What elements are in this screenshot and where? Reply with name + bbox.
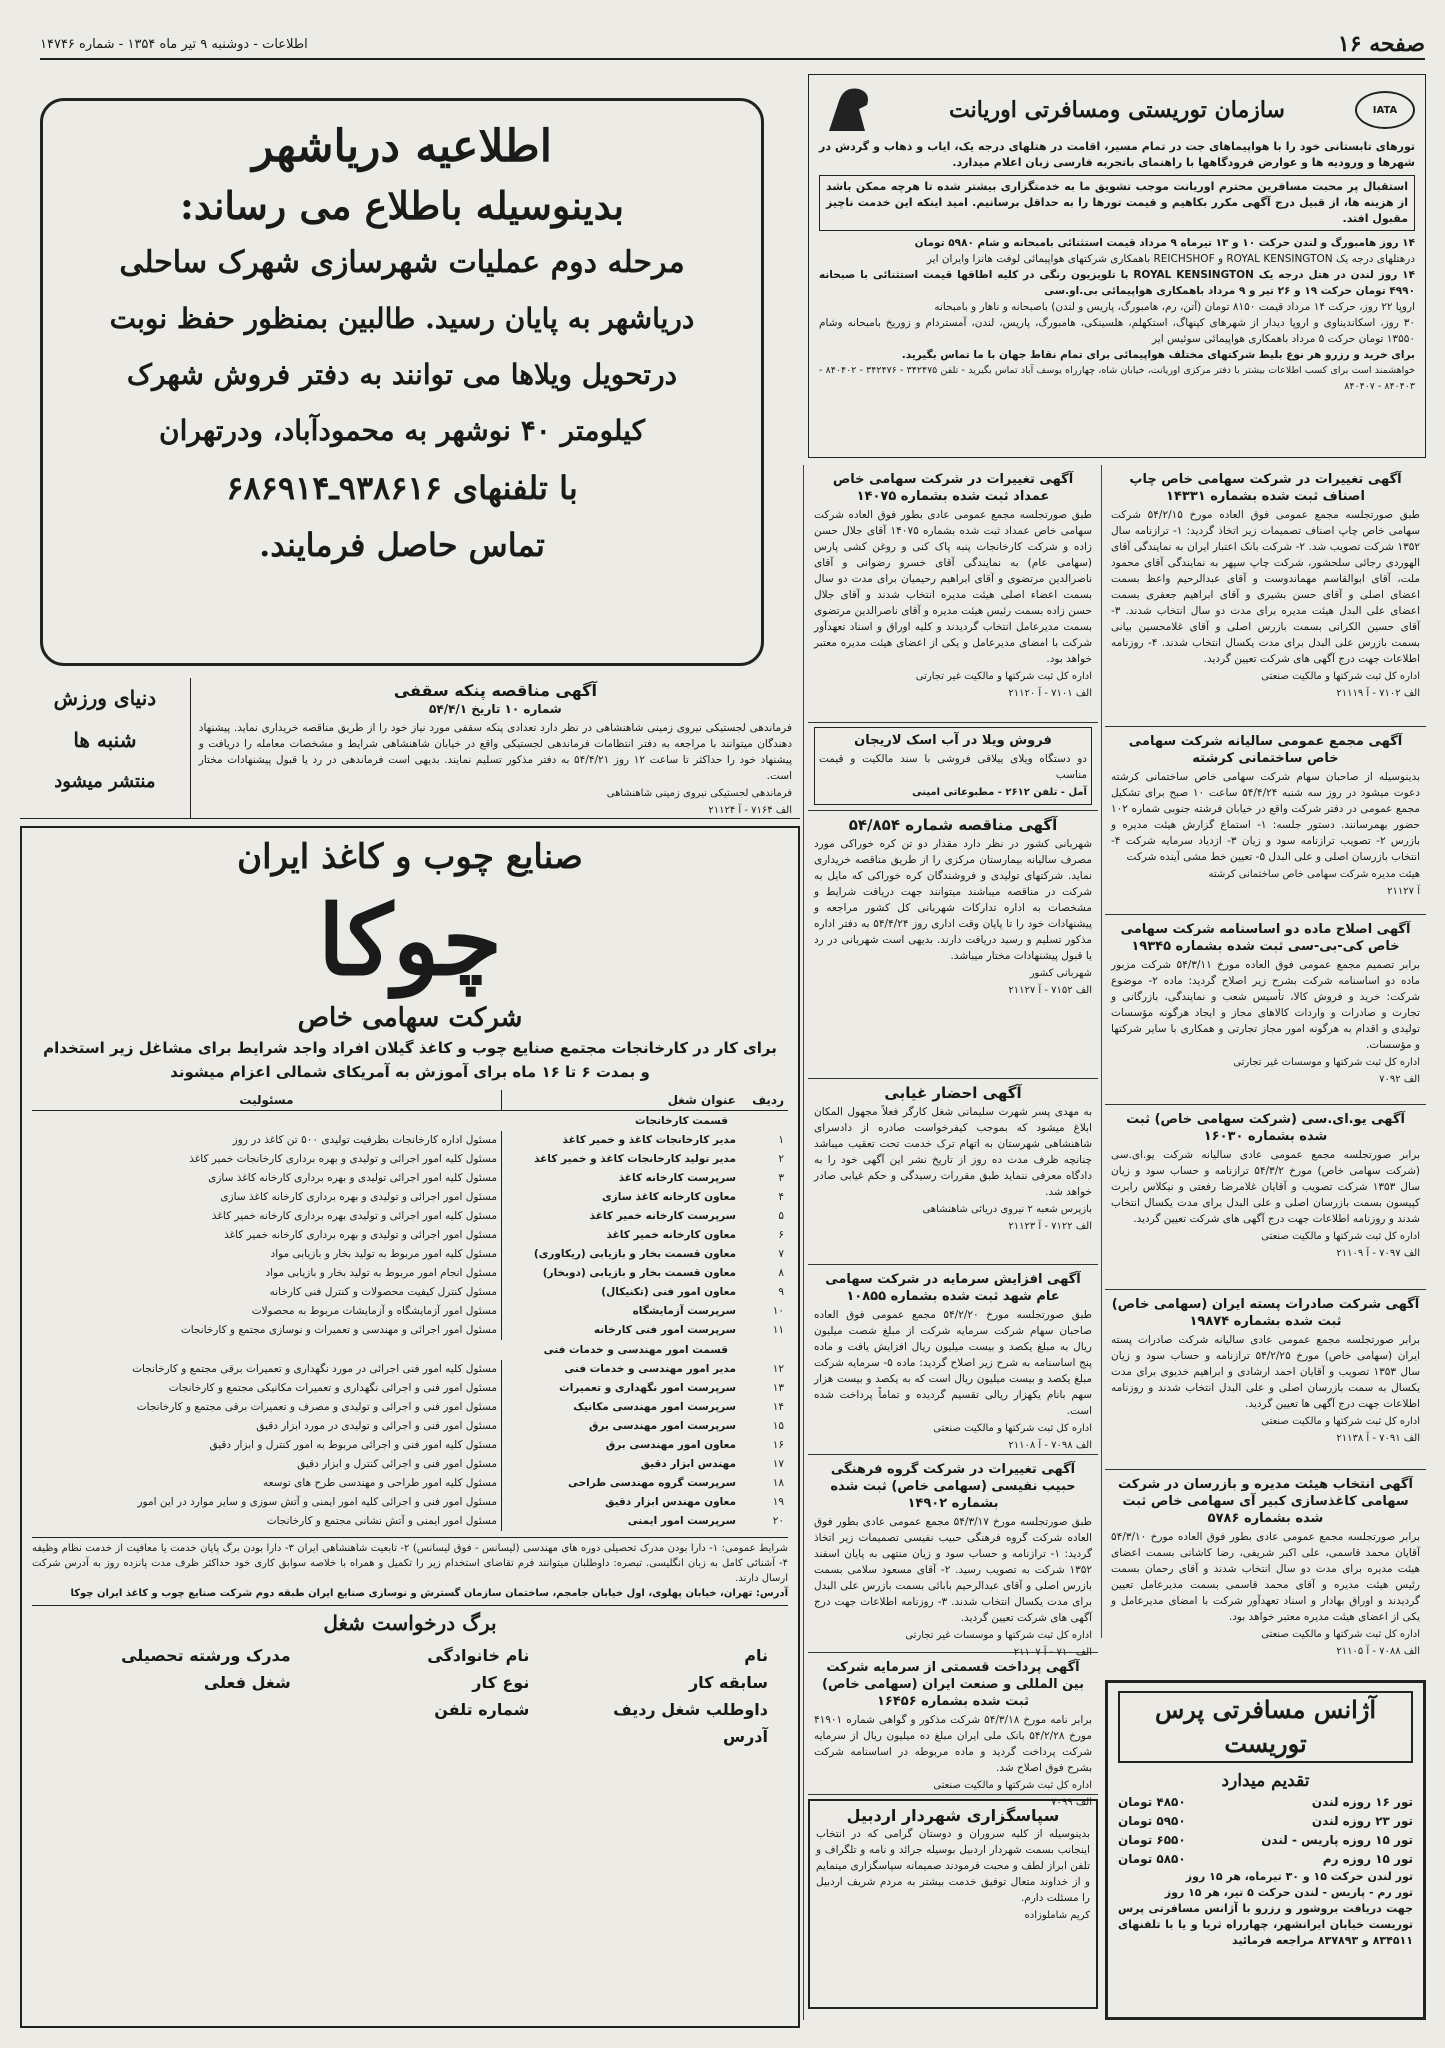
notice-foot: شهربانی کشور bbox=[1029, 968, 1092, 979]
pars-tour-row bbox=[1118, 1793, 1413, 1812]
job-responsibility: مسئول امور ایمنی و آتش نشانی مجتمع و کارخانجات bbox=[266, 1515, 497, 1527]
notice bbox=[1105, 915, 1426, 1105]
job-responsibility: مسئول امور فنی و اجرائی کنترل و ابزار دقیق bbox=[297, 1458, 497, 1470]
notice-code: الف ۷۰۹۱ - آ ۲۱۱۳۸ bbox=[1336, 1433, 1420, 1444]
pars-tour-row bbox=[1118, 1850, 1413, 1869]
page-header bbox=[40, 30, 1425, 60]
tender-fan bbox=[191, 678, 800, 818]
jobs-table bbox=[32, 1090, 788, 1531]
row-number: ۲ bbox=[778, 1153, 784, 1165]
column-rule bbox=[1101, 465, 1102, 1638]
orient-title: سازمان توریستی ومسافرتی اوریانت bbox=[949, 97, 1285, 123]
job-responsibility: مسئول کلیه امور فنی اجرائی در مورد نگهداری و تعمیرات برقی مجتمع و کارخانجات bbox=[132, 1363, 497, 1375]
notice-body: برابر تصمیم مجمع عمومی فوق العاده مورخ ۵۴/۳/۱۱ شرکت مزبور ماده دو اساسنامه شرکت بشرح زیر اصلاح گردید: ماده ۲- موضوع شرکت: خرید و فروش کالا، تأسیس شعب و نمایندگی، بازرگانی و تجارت و صادرات و واردات کالاهای مجاز و ایجاد هرگونه مؤسسات تولیدی و اقدام به هرگونه امور مجاز تجارتی و همکاری با سایر شرکتها و مؤسسات. bbox=[1111, 959, 1421, 1051]
job-responsibility: مسئول امور فنی و اجرائی کلیه امور ایمنی و آتش سوزی و سایر موارد در این امور bbox=[137, 1496, 497, 1508]
table-row bbox=[32, 1188, 788, 1207]
darya-subtitle: بدینوسیله باطلاع می رساند: bbox=[179, 183, 625, 228]
table-row bbox=[32, 1283, 788, 1302]
tender-title: آگهی مناقصه پنکه سقفی bbox=[393, 681, 597, 700]
notice-code: الف ۷۰۹۹ bbox=[1051, 1797, 1092, 1808]
middle-column bbox=[808, 465, 1098, 2009]
sport-publish: منتشر میشود bbox=[54, 771, 156, 792]
notice-body: برابر صورتجلسه مجمع عمومی عادی بطور فوق العاده مورخ ۵۴/۳/۱۰ آقایان محمد قاسمی، علی اکبر شریفی، رضا کاشانی بسمت اعضای هیئت مدیره برای مدت دو سال انتخاب شدند و آقای رحمان بسمت رئیس هیئت مدیره و آقای محمد قاسمی بسمت مدیرعامل تعیین گردیدند و اوراق بهادار و اسناد تعهدآور شرکت با امضای مدیرعامل و یکی از اعضای هیئت مدیره معتبر خواهد بود. bbox=[1111, 1531, 1420, 1623]
form-field-experience[interactable]: سابقه کار bbox=[688, 1673, 768, 1692]
job-responsibility: مسئول امور فنی و اجرائی نگهداری و تعمیرات مکانیکی مجتمع و کارخانجات bbox=[168, 1382, 497, 1394]
notice-foot: اداره کل ثبت شرکتها و موسسات غیر تجارتی bbox=[1233, 1057, 1420, 1068]
notice-code: الف ۷۱۲۲ - آ ۲۱۱۲۳ bbox=[1008, 1221, 1092, 1232]
notice bbox=[808, 723, 1098, 811]
pars-tour-price: ۶۵۵۰ تومان bbox=[1118, 1833, 1186, 1847]
job-title: معاون امور فنی (تکنیکال) bbox=[502, 1283, 741, 1302]
job-title: معاون مهندس ابزار دقیق bbox=[502, 1493, 741, 1512]
row-number: ۱۲ bbox=[772, 1363, 784, 1375]
notice-foot: اداره کل ثبت شرکتها و مالکیت صنعتی bbox=[933, 1423, 1092, 1434]
notice-body: شهربانی کشور در نظر دارد مقدار دو تن کره خوراکی مورد مصرف سالیانه بیمارستان مرکزی را از طریق مناقصه خریداری نماید. شرکتهای تولیدی و فروشندگان کره خوراکی که مایل به شرکت در مناقصه میباشند میتوانند جهت دریافت شرایط و مشخصات به اداره تدارکات شهربانی کل کشور مراجعه و پیشنهادات خود را تا پایان وقت اداری روز ۵۴/۴/۲۴ به دفتر اداره مذکور تسلیم و رسید دریافت دارند. بدیهی است شهربانی در رد یا قبول پیشنهادات مختار میباشد. bbox=[814, 838, 1092, 962]
tender-sign: فرماندهی لجستیکی نیروی زمینی شاهنشاهی bbox=[606, 788, 792, 799]
iata-logo: IATA bbox=[1355, 91, 1415, 129]
pars-tourist-ad bbox=[1105, 1680, 1426, 2020]
notice-title: آگهی یو.ای.سی (شرکت سهامی خاص) ثبت شده بشماره ۱۶۰۳۰ bbox=[1126, 1112, 1405, 1144]
notice-code: الف ۷۱۰۲ - آ ۲۱۱۱۹ bbox=[1336, 688, 1420, 699]
job-title: معاون کارخانه خمیر کاغذ bbox=[502, 1226, 741, 1245]
notice bbox=[1105, 465, 1426, 727]
table-row bbox=[32, 1207, 788, 1226]
pars-tour-row bbox=[1118, 1831, 1413, 1850]
job-title: سرپرست کارخانه کاغذ bbox=[502, 1169, 741, 1188]
row-number: ۱۵ bbox=[772, 1420, 784, 1432]
notice bbox=[808, 1079, 1098, 1265]
table-row bbox=[32, 1379, 788, 1398]
row-number: ۱۸ bbox=[772, 1477, 784, 1489]
notice-title: آگهی افزایش سرمایه در شرکت سهامی عام شهد ثبت شده بشماره ۱۰۸۵۵ bbox=[825, 1272, 1081, 1304]
notice-foot: آمل - تلفن ۲۶۱۲ - مطبوعاتی امینی bbox=[912, 787, 1087, 798]
pars-tour-price: ۵۹۵۰ تومان bbox=[1118, 1814, 1186, 1828]
sport-ad bbox=[20, 678, 191, 818]
notice-body: برابر صورتجلسه مجمع عمومی عادی سالیانه شرکت یو.ای.سی (شرکت سهامی خاص) مورخ ۵۴/۳/۲ ترازنامه و حساب سود و زیان سال ۱۳۵۳ شرکت تصویب و آقایان غلامرضا رفعتی و نیکلاس رابرت کپیسون بسمت بازرسان اصلی و علی البدل برای مدت یکسال انتخاب شدند و روزنامه اطلاعات جهت درج آگهی های شرکت تعیین گردید. bbox=[1111, 1149, 1420, 1225]
form-field-family[interactable]: نام خانوادگی bbox=[427, 1646, 530, 1665]
form-field-address[interactable]: آدرس bbox=[723, 1727, 768, 1746]
row-number: ۷ bbox=[778, 1248, 784, 1260]
col-title: عنوان شغل bbox=[502, 1090, 741, 1111]
pars-tour-name: تور ۱۶ روزه لندن bbox=[1311, 1795, 1413, 1809]
orient-tour: ۳۰ روز، اسکاندیناوی و اروپا دیدار از شهرهای کپنهاگ، استکهلم، هلسینکی، هامبورگ، پاریس، لندن، آمستردام و زوریخ بامبحانه وشام ۱۳۵۵۰ تومان حرکت ۵ مرداد باهمکاری هواپیمائی سوئیس ایر bbox=[819, 317, 1415, 345]
notice-foot: اداره کل ثبت شرکتها و مالکیت صنعتی bbox=[1261, 1629, 1420, 1640]
notice-title: آگهی پرداخت قسمتی از سرمایه شرکت بین المللی و صنعت ایران (سهامی خاص) ثبت شده بشماره ۱۶۴۵۶ bbox=[822, 1660, 1084, 1709]
choka-top: صنایع چوب و کاغذ ایران bbox=[237, 837, 583, 877]
notice-body: طبق صورتجلسه مورخ ۵۴/۳/۱۷ مجمع عمومی عادی بطور فوق العاده شرکت گروه فرهنگی حبیب نفیسی تصمیمات زیر اتخاذ گردید: ۱- ترازنامه و حساب سود و زیان منتهی به پایان اسفند ۱۳۵۲ شرکت به تصویب رسید. ۲- آقای مسعود سلامی بسمت بازرس اصلی و آقای عبدالرحیم بابائی بسمت بازرس علی البدل برای مدت یکسال انتخاب شدند. ۳- روزنامه اطلاعات جهت درج آگهی های شرکت تعیین گردید. bbox=[814, 1516, 1092, 1624]
job-title: معاون کارخانه کاغذ سازی bbox=[502, 1188, 741, 1207]
choka-line1: برای کار در کارخانجات مجتمع صنایع چوب و کاغذ گیلان افراد واجد شرایط برای مشاغل زیر استخدام bbox=[43, 1039, 777, 1057]
table-row bbox=[32, 1245, 788, 1264]
job-responsibility: مسئول کلیه امور فنی و اجرائی مربوط به امور کنترل و ابزار دقیق bbox=[209, 1439, 497, 1451]
row-number: ۹ bbox=[778, 1286, 784, 1298]
job-title: سرپرست امور ایمنی bbox=[502, 1512, 741, 1531]
dateline: اطلاعات - دوشنبه ۹ تیر ماه ۱۳۵۴ - شماره ۱۴۷۴۶ bbox=[40, 36, 308, 52]
row-number: ۱۷ bbox=[772, 1458, 784, 1470]
job-responsibility: مسئول امور آزمایشگاه و آزمایشات مربوط به محصولات bbox=[251, 1305, 497, 1317]
notice-code: الف ۷۱۰۱ - آ ۲۱۱۲۰ bbox=[1008, 688, 1092, 699]
notice-code: الف ۷۰۸۸ - آ ۲۱۱۰۵ bbox=[1336, 1646, 1420, 1657]
pars-title: آژانس مسافرتی پرس توریست bbox=[1118, 1691, 1413, 1763]
table-section-row bbox=[32, 1111, 788, 1132]
notice bbox=[1105, 1105, 1426, 1290]
job-title: مهندس ابزار دقیق bbox=[502, 1455, 741, 1474]
table-row bbox=[32, 1474, 788, 1493]
table-row bbox=[32, 1493, 788, 1512]
tender-strip bbox=[20, 678, 800, 819]
table-row bbox=[32, 1512, 788, 1531]
row-number: ۱۴ bbox=[772, 1401, 784, 1413]
tender-body: فرماندهی لجستیکی نیروی زمینی شاهنشاهی در نظر دارد تعدادی پنکه سقفی مورد نیاز خود را از طریق مناقصه خریداری نماید. پیشنهاد دهندگان میتوانند با مراجعه به دفتر انتظامات فرماندهی لجستیکی واقع در خیابان شاهنشاهی شرایط و مشخصات معامله را دریافت و پیشنهاد خود را حداکثر تا ساعت ۱۲ روز ۵۴/۴/۲۱ به دفتر مذکور تسلیم نمایند. بدیهی است فرماندهی در رد یا قبول پیشنهادات مختار است. bbox=[198, 722, 792, 782]
notice-title: آگهی مناقصه شماره ۵۴/۸۵۴ bbox=[848, 816, 1058, 834]
notice-title: آگهی مجمع عمومی سالیانه شرکت سهامی خاص ساختمانی کرشته bbox=[1128, 734, 1403, 766]
job-title: سرپرست آزمایشگاه bbox=[502, 1302, 741, 1321]
pars-tour-name: تور ۲۳ روزه لندن bbox=[1311, 1814, 1413, 1828]
job-title: سرپرست امور فنی کارخانه bbox=[502, 1321, 741, 1340]
form-field-name[interactable]: نام bbox=[744, 1646, 768, 1665]
form-title: برگ درخواست شغل bbox=[32, 1605, 788, 1640]
darya-contact: تماس حاصل فرمایند. bbox=[259, 526, 545, 564]
table-row bbox=[32, 1264, 788, 1283]
form-field-phone[interactable]: شماره تلفن bbox=[434, 1700, 530, 1719]
job-responsibility: مسئول امور اجرائی و تولیدی و بهره برداری کارخانه خمیر کاغذ bbox=[224, 1229, 497, 1241]
form-field-work-type[interactable]: نوع کار bbox=[472, 1673, 530, 1692]
form-field-apply-row[interactable]: داوطلب شغل ردیف bbox=[613, 1700, 768, 1719]
job-responsibility: مسئول امور فنی و اجرائی و تولیدی در مورد ابزار دقیق bbox=[256, 1420, 497, 1432]
darya-line: درتحویل ویلاها می توانند به دفتر فروش شهرک bbox=[126, 358, 678, 391]
notice-foot: اداره کل ثبت شرکتها و مالکیت غیر تجارتی bbox=[915, 671, 1092, 682]
row-number: ۴ bbox=[778, 1191, 784, 1203]
notice-foot: اداره کل ثبت شرکتها و مالکیت صنعتی bbox=[1261, 1416, 1420, 1427]
orient-ad bbox=[808, 74, 1426, 458]
orient-tour: اروپا ۲۲ روز، حرکت ۱۴ مرداد قیمت ۸۱۵۰ تومان (آتن، رم، هامبورگ، پاریس و لندن) باصبحانه و ناهار و بامبحانه bbox=[934, 301, 1415, 313]
notice-foot: اداره کل ثبت شرکتها و مالکیت صنعتی bbox=[1261, 1231, 1420, 1242]
pars-departures: تور لندن حرکت ۱۵ و ۳۰ تیرماه، هر ۱۵ روز bbox=[1185, 1870, 1413, 1883]
darya-title: اطلاعیه دریاشهر bbox=[252, 121, 552, 172]
notice-body: طبق صورتجلسه مجمع عمومی عادی بطور فوق العاده شرکت سهامی خاص عمداد ثبت شده بشماره ۱۴۰۷۵ آقای جلال حسن زاده و شرکت کارخانجات پنبه پاک کنی و روغن کشی پارس (سهامی عام) به نمایندگی آقای خسرو رضوانی و آقای ناصرالدین مرتضوی و آقای ابراهیم رحیمیان برای مدت دو سال بسمت اعضاء اصلی هیئت مدیره انتخاب شدند و آقای جلال حسن زاده بسمت رئیس هیئت مدیره و آقای ناصرالدین مرتضوی بسمت مدیرعامل انتخاب گردیدند و کلیه اوراق و اسناد تعهدآور شرکت با امضای مدیرعامل و یکی از اعضای هیئت مدیره معتبر خواهد بود. bbox=[814, 509, 1092, 665]
darya-line: کیلومتر ۴۰ نوشهر به محمودآباد، ودرتهران bbox=[159, 414, 645, 447]
row-number: ۱۳ bbox=[772, 1382, 784, 1394]
pars-tour-name: تور ۱۵ روزه رم bbox=[1322, 1852, 1413, 1866]
job-responsibility: مسئول انجام امور مربوط به تولید بخار و بازیابی مواد bbox=[265, 1267, 497, 1279]
orient-intro: تورهای تابستانی خود را با هواپیماهای جت در تمام مسیر، اقامت در هتلهای درجه یک، ایاب و ذهاب و گردش در شهرها و ورودیه ها و عوارض فرودگاهها با راهنمای باتجربه فارسی زبان اعلام میدارد. bbox=[819, 140, 1415, 169]
job-title: سرپرست امور مهندسی مکانیک bbox=[502, 1398, 741, 1417]
orient-tour: درهتلهای درجه یک ROYAL KENSINGTON و REICHSHOF باهمکاری شرکتهای هواپیمائی لوفت هانزا وایران ایر bbox=[926, 253, 1415, 265]
job-title: سرپرست امور مهندسی برق bbox=[502, 1417, 741, 1436]
row-number: ۵ bbox=[778, 1210, 784, 1222]
lion-logo-icon bbox=[819, 81, 879, 139]
notice bbox=[808, 1653, 1098, 1808]
choka-brand: چوکا bbox=[318, 884, 502, 997]
orient-notice: استقبال پر محبت مسافرین محترم اوریانت موجب تشویق ما به خدمتگزاری بیشتر شده تا هرچه ممکن باشد از هزینه ها، از قبیل درج آگهی مکرر بکاهیم و قیمت تورها را به حداقل برسانیم. امید اینکه این خدمت ناچیز مقبول افتد. bbox=[819, 175, 1415, 231]
row-number: ۱۰ bbox=[772, 1305, 784, 1317]
notice bbox=[1105, 727, 1426, 915]
form-field-current-job[interactable]: شغل فعلی bbox=[203, 1673, 291, 1692]
table-section-row bbox=[32, 1340, 788, 1360]
notice-body: به مهدی پسر شهرت سلیمانی شغل کارگر فعلاً مجهول المکان ابلاغ میشود که بموجب کیفرخواست صادره از دادسرای شاهنشاهی شهرستان به اتهام ترک خدمت تحت تعقیب میباشد چنانچه ظرف مدت ده روز از تاریخ نشر این آگهی خود را به دادگاه معرفی ننماید طبق مقررات رسیدگی و حکم غیابی صادر خواهد شد. bbox=[814, 1106, 1092, 1198]
notice-code: الف ۷۰۹۸ - آ ۲۱۱۰۸ bbox=[1008, 1440, 1092, 1451]
job-title: سرپرست گروه مهندسی طراحی bbox=[502, 1474, 741, 1493]
darya-line: دریاشهر به پایان رسید. طالبین بمنظور حفظ نوبت bbox=[109, 302, 695, 335]
job-responsibility: مسئول اداره کارخانجات بظرفیت تولیدی ۵۰۰ تن کاغذ در روز bbox=[232, 1134, 497, 1146]
job-responsibility: مسئول امور فنی و اجرائی و تولیدی و مصرف و تعمیرات برقی مجتمع و کارخانجات bbox=[136, 1401, 497, 1413]
notice-code: الف ۷۱۵۲ - آ ۲۱۱۲۷ bbox=[1008, 985, 1092, 996]
col-row: ردیف bbox=[740, 1090, 788, 1111]
table-row bbox=[32, 1302, 788, 1321]
pars-departures: تور رم - پاریس - لندن حرکت ۵ تیر، هر ۱۵ روز bbox=[1164, 1886, 1413, 1899]
table-row bbox=[32, 1417, 788, 1436]
table-row bbox=[32, 1169, 788, 1188]
table-section-label: قسمت امور مهندسی و خدمات فنی bbox=[543, 1344, 728, 1356]
darya-line: مرحله دوم عملیات شهرسازی شهرک ساحلی bbox=[119, 245, 685, 280]
orient-tour: ۱۴ روز هامبورگ و لندن حرکت ۱۰ و ۱۳ تیرماه ۹ مرداد قیمت استثنائی بامبحانه و شام ۵۹۸۰ تومان bbox=[914, 237, 1415, 249]
job-responsibility: مسئول امور اجرائی و مهندسی و تعمیرات و نوسازی مجتمع و کارخانجات bbox=[180, 1324, 497, 1336]
notice-code: الف ۷۱۰ - آ ۲۱۱۰۷ bbox=[1013, 1647, 1092, 1658]
tender-number: شماره ۱۰ تاریخ ۵۴/۴/۱ bbox=[429, 702, 562, 716]
notice-code: الف ۷۰۹۷ - آ ۲۱۱۰۹ bbox=[1336, 1248, 1420, 1259]
notice-title: آگهی انتخاب هیئت مدیره و بازرسان در شرکت سهامی کاغذسازی کبیر آی سهامی خاص ثبت شده بشماره ۵۷۸۶ bbox=[1118, 1477, 1413, 1526]
job-responsibility: مسئول کلیه امور اجرائی و تولیدی بهره برداری کارخانه خمیر کاغذ bbox=[211, 1210, 497, 1222]
row-number: ۶ bbox=[778, 1229, 784, 1241]
job-title: مدیر کارخانجات کاغذ و خمیر کاغذ bbox=[502, 1131, 741, 1150]
notice-title: آگهی تغییرات در شرکت سهامی خاص چاپ اصناف ثبت شده بشماره ۱۴۳۳۱ bbox=[1129, 472, 1402, 504]
notice-title: سپاسگزاری شهردار اردبیل bbox=[846, 1806, 1060, 1825]
orient-tour: برای خرید و رزرو هر نوع بلیط شرکتهای مختلف هواپیمائی برای تمام نقاط جهان با ما تماس بگیرید. bbox=[901, 349, 1415, 361]
notice bbox=[808, 465, 1098, 723]
notice bbox=[1105, 1470, 1426, 1702]
job-responsibility: مسئول کلیه امور اجرائی و تولیدی و بهره برداری کارخانجات خمیر کاغذ bbox=[189, 1153, 497, 1165]
page-number: صفحه ۱۶ bbox=[1337, 31, 1425, 57]
row-number: ۱ bbox=[778, 1134, 784, 1146]
notice bbox=[808, 811, 1098, 1079]
notice-foot: بازپرس شعبه ۲ نیروی دریائی شاهنشاهی bbox=[922, 1204, 1092, 1215]
notice-foot: اداره کل ثبت شرکتها و مالکیت صنعتی bbox=[933, 1780, 1092, 1791]
notice-body: برابر صورتجلسه مجمع عمومی عادی سالیانه شرکت صادرات پسته ایران (سهامی خاص) مورخ ۵۴/۲/۲۵ ترازنامه و حساب سود و زیان سال ۱۳۵۳ تصویب و آقایان احمد ارشادی و ابراهیم خدیوی برای مدت یکسال به سمت بازرسان اصلی و علی البدل انتخاب شدند و روزنامه اطلاعات جهت درج آگهی ها تعیین گردید. bbox=[1111, 1334, 1420, 1410]
notice-code: الف ۷۰۹۲ bbox=[1379, 1074, 1420, 1085]
orient-tour: خواهشمند است برای کسب اطلاعات بیشتر با دفتر مرکزی اوریانت، خیابان شاه، چهارراه یوسف آباد تماس بگیرید - تلفن ۳۴۲۴۷۵ - ۳۴۲۴۷۶ - ۸۴۰۴۰۲ - ۸۴۰۴۰۳ - ۸۴۰۴۰۷ bbox=[819, 365, 1416, 392]
notice-code: آ ۲۱۱۲۷ bbox=[1387, 886, 1420, 897]
table-row bbox=[32, 1131, 788, 1150]
notice-body: برابر نامه مورخ ۵۴/۳/۱۸ شرکت مذکور و گواهی شماره ۴۱۹۰۱ مورخ ۵۴/۲/۲۸ بانک ملی ایران مبلغ ده میلیون ریال از سرمایه شرکت پرداخت گردید و ماده مربوطه در اساسنامه شرکت بشرح فوق اصلاح شد. bbox=[814, 1714, 1092, 1774]
choka-company: شرکت سهامی خاص bbox=[297, 1003, 523, 1033]
job-title: معاون قسمت بخار و بازیابی (ریکاوری) bbox=[502, 1245, 741, 1264]
job-title: سرپرست کارخانه خمیر کاغذ bbox=[502, 1207, 741, 1226]
column-rule bbox=[803, 465, 804, 2020]
notice-title: آگهی احضار غیابی bbox=[884, 1084, 1022, 1102]
notice bbox=[808, 1799, 1098, 2009]
notice-body: بدینوسیله از کلیه سروران و دوستان گرامی که در انتخاب اینجانب بسمت شهردار اردبیل بوسیله جرائد و نامه و تلگراف و تلفن ابراز لطف و محبت فرمودند صمیمانه سپاسگزاری مینمایم و از خداوند متعال توفیق خدمت بیشتر به مردم شریف اردبیل را مسئلت دارم. bbox=[816, 1828, 1090, 1904]
choka-ad bbox=[20, 826, 800, 2028]
job-title: مدیر تولید کارخانجات کاغذ و خمیر کاغذ bbox=[502, 1150, 741, 1169]
job-responsibility: مسئول امور اجرائی و تولیدی و بهره برداری کارخانه کاغذ سازی bbox=[220, 1191, 497, 1203]
right-column bbox=[1105, 465, 1426, 1702]
notice-body: طبق صورتجلسه مجمع عمومی فوق العاده مورخ ۵۴/۲/۱۵ شرکت سهامی خاص چاپ اصناف تصمیمات زیر اتخاذ گردید: ۱- ترازنامه سال ۱۳۵۲ شرکت تصویب شد. ۲- شرکت بانک اعتبار ایران به نمایندگی آقای الهوردی رجائی سلحشور، شرکت چاپ سپهر به نمایندگی آقای محمود ملت، آقای ابوالقاسم مهماندوست و آقای عبدالرحیم واعظ بسمت اعضای اصلی و آقای حسن بشیری و آقای ابراهیم جعفری بسمت اعضای علی البدل هیئت مدیره برای مدت دو سال انتخاب شدند. ۳- آقای حسین الکرانی بسمت بازرس اصلی و آقای غلامحسین بیانی بسمت بازرس علی البدل برای مدت یکسال انتخاب شدند. ۴- روزنامه اطلاعات جهت درج آگهی های شرکت تعیین گردید. bbox=[1111, 509, 1420, 665]
pars-tour-row bbox=[1118, 1812, 1413, 1831]
notice-title: آگهی تغییرات در شرکت سهامی خاص عمداد ثبت شده بشماره ۱۴۰۷۵ bbox=[832, 472, 1074, 504]
choka-conditions: شرایط عمومی: ۱- دارا بودن مدرک تحصیلی دوره های مهندسی (لیسانس - فوق لیسانس) ۲- تابعیت شاهنشاهی ایران ۳- دارا بودن برگ پایان خدمت یا معافیت از خدمت نظام وظیفه ۴- آشنائی کامل به زبان انگلیسی. تبصره: داوطلبان میتوانند فرم تقاضای استخدام زیر را تکمیل و همراه با خلاصه سوابق کاری خود حداکثر ظرف مدت پانزده روز به آدرس شرکت ارسال دارند. bbox=[32, 1537, 788, 1586]
notice-foot: اداره کل ثبت شرکتها و مالکیت صنعتی bbox=[1261, 671, 1420, 682]
notice bbox=[808, 1455, 1098, 1658]
sport-title: دنیای ورزش bbox=[53, 686, 157, 710]
application-form bbox=[32, 1640, 788, 1752]
choka-line2: و بمدت ۶ تا ۱۶ ماه برای آموزش به آمریکای شمالی اعزام میشوند bbox=[170, 1063, 650, 1081]
col-resp: مسئولیت bbox=[32, 1090, 502, 1111]
darya-ad bbox=[40, 98, 764, 666]
pars-info: جهت دریافت بروشور و رزرو با آژانس مسافرتی پرس توریست خیابان ایرانشهر، چهارراه ثریا و یا با تلفنهای ۸۳۴۵۱۱ و ۸۳۷۸۹۳ مراجعه فرمائید bbox=[1118, 1902, 1413, 1947]
notice-foot: هیئت مدیره شرکت سهامی خاص ساختمانی کرشته bbox=[1208, 869, 1420, 880]
table-row bbox=[32, 1321, 788, 1340]
notice bbox=[1105, 1290, 1426, 1470]
notice-title: آگهی اصلاح ماده دو اساسنامه شرکت سهامی خاص کی-بی-سی ثبت شده بشماره ۱۹۳۴۵ bbox=[1120, 922, 1411, 954]
job-title: معاون قسمت بخار و بازیابی (دوبخار) bbox=[502, 1264, 741, 1283]
pars-tour-price: ۵۸۵۰ تومان bbox=[1118, 1852, 1186, 1866]
job-responsibility: مسئول کلیه امور مربوط به تولید بخار و بازیابی مواد bbox=[270, 1248, 497, 1260]
notice bbox=[808, 1265, 1098, 1455]
job-title: مدیر امور مهندسی و خدمات فنی bbox=[502, 1360, 741, 1379]
table-row bbox=[32, 1436, 788, 1455]
jobs-body bbox=[32, 1111, 788, 1532]
notice-title: آگهی شرکت صادرات پسته ایران (سهامی خاص) ثبت شده بشماره ۱۹۸۷۴ bbox=[1111, 1297, 1420, 1329]
row-number: ۱۶ bbox=[772, 1439, 784, 1451]
job-title: معاون امور مهندسی برق bbox=[502, 1436, 741, 1455]
job-responsibility: مسئول کلیه امور اجرائی تولیدی و بهره برداری کارخانه کاغذ سازی bbox=[208, 1172, 497, 1184]
row-number: ۱۱ bbox=[772, 1324, 784, 1336]
row-number: ۳ bbox=[778, 1172, 784, 1184]
row-number: ۸ bbox=[778, 1267, 784, 1279]
sport-day: شنبه ها bbox=[73, 728, 137, 752]
darya-phones: با تلفنهای ۹۳۸۶۱۶ـ۶۸۶۹۱۴ bbox=[226, 469, 578, 507]
tender-code: الف ۷۱۶۴ - آ ۲۱۱۲۴ bbox=[708, 805, 792, 816]
pars-tour-name: تور ۱۵ روزه پاریس - لندن bbox=[1261, 1833, 1413, 1847]
table-row bbox=[32, 1360, 788, 1379]
table-row bbox=[32, 1226, 788, 1245]
job-responsibility: مسئول کنترل کیفیت محصولات و کنترل فنی کارخانه bbox=[269, 1286, 497, 1298]
job-responsibility: مسئول کلیه امور طراحی و مهندسی طرح های توسعه bbox=[262, 1477, 497, 1489]
choka-address: آدرس: تهران، خیابان پهلوی، اول خیابان جامجم، ساختمان سازمان گسترش و نوسازی صنایع ایران طبقه دوم شرکت صنایع چوب و کاغذ ایران چوکا bbox=[70, 1588, 788, 1599]
notice-foot: اداره کل ثبت شرکتها و موسسات غیر تجارتی bbox=[905, 1630, 1092, 1641]
notice-foot: کریم شاملوزاده bbox=[1024, 1910, 1090, 1921]
form-field-education[interactable]: مدرک ورشته تحصیلی bbox=[121, 1646, 291, 1665]
row-number: ۲۰ bbox=[772, 1515, 784, 1527]
orient-tour: ۱۴ روز لندن در هتل درجه یک ROYAL KENSINGTON با تلویزیون رنگی در کلیه اطاقها قیمت استثنائی با صبحانه ۴۹۹۰ تومان حرکت ۱۹ و ۲۶ تیر و ۹ مرداد باهمکاری هواپیمائی بی.او.سی bbox=[819, 269, 1415, 297]
job-title: سرپرست امور نگهداری و تعمیرات bbox=[502, 1379, 741, 1398]
notice-body: بدینوسیله از صاحبان سهام شرکت سهامی خاص ساختمانی کرشته دعوت میشود در روز سه شنبه ۵۴/۴/۲۴ ساعت ۱۰ صبح برای تشکیل مجمع عمومی در دفتر شرکت واقع در خیابان فرشته جنوبی شماره ۱۰۲ حضور بهمرسانند. دستور جلسه: ۱- استماع گزارش هیئت مدیره و بازرس ۲- تصویب ترازنامه سود و زیان ۳- ازدیاد سرمایه شرکت ۴- انتخاب بازرسان اصلی و علی البدل ۵- تعیین خط مشی آینده شرکت bbox=[1111, 771, 1421, 863]
pars-offer: تقدیم میدارد bbox=[1221, 1771, 1310, 1791]
table-section-label: قسمت کارخانجات bbox=[635, 1115, 728, 1127]
notice-body: دو دستگاه ویلای ییلاقی فروشی با سند مالکیت و قیمت مناسب bbox=[819, 753, 1087, 781]
pars-tour-price: ۴۸۵۰ تومان bbox=[1118, 1795, 1186, 1809]
notice-body: طبق صورتجلسه مورخ ۵۴/۲/۲۰ مجمع عمومی فوق العاده صاحبان سهام شرکت سرمایه شرکت از مبلغ شصت میلیون ریال به مبلغ یکصد و بیست میلیون ریال افزایش یافت و ماده پنج اساسنامه به شرح زیر اصلاح گردید: ماده ۵- سرمایه شرکت مبلغ یکصد و بیست میلیون ریال است که به یکصد و بیست هزار سهم بانام یکهزار ریالی تقسیم گردیده و تماماً پرداخت شده است. bbox=[814, 1309, 1092, 1417]
notice-title: آگهی تغییرات در شرکت گروه فرهنگی حبیب نفیسی (سهامی خاص) ثبت شده بشماره ۱۴۹۰۲ bbox=[830, 1462, 1076, 1511]
row-number: ۱۹ bbox=[772, 1496, 784, 1508]
table-row bbox=[32, 1150, 788, 1169]
table-row bbox=[32, 1398, 788, 1417]
table-row bbox=[32, 1455, 788, 1474]
notice-title: فروش ویلا در آب اسک لاریجان bbox=[854, 733, 1052, 748]
